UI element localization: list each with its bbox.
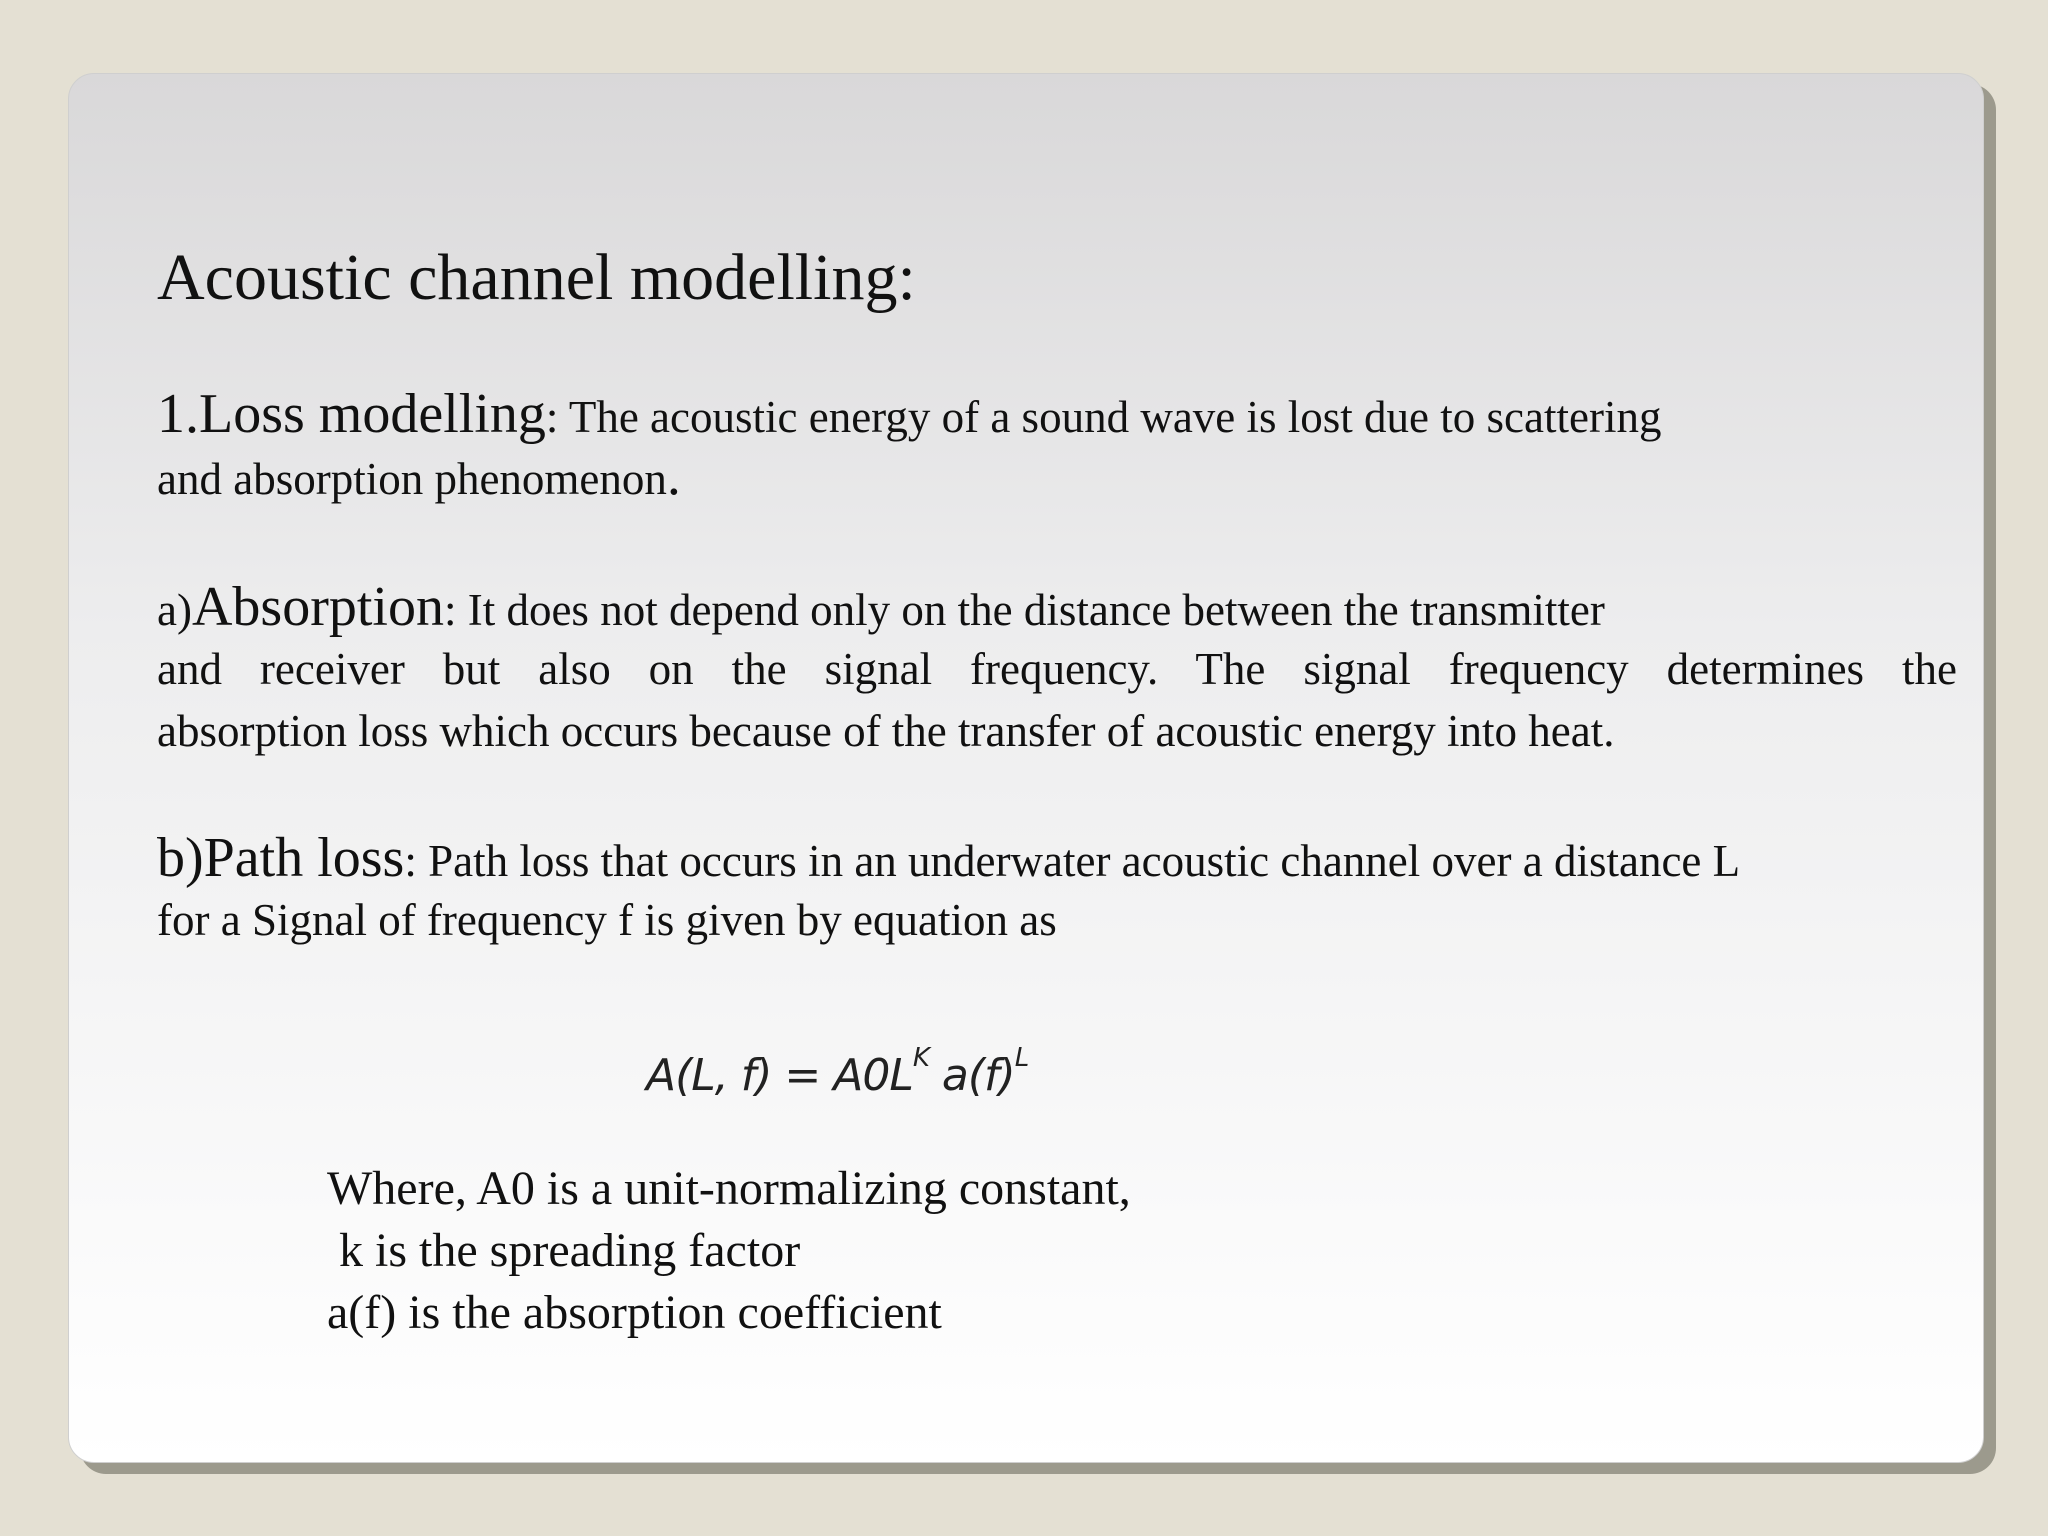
absorption-text-1: : It does not depend only on the distance between the transmitter [443,585,1605,635]
path-loss-paragraph [157,827,1957,951]
absorption-prefix: a) [157,585,192,635]
absorption-paragraph [157,576,1957,762]
path-loss-heading: b)Path loss [157,827,405,889]
equation-definitions [327,1158,1131,1344]
loss-modelling-paragraph [157,383,1957,507]
definition-af: a(f) is the absorption coefficient [327,1286,942,1339]
absorption-text-2: and receiver but also on the signal frequency. The signal frequency determines the [157,644,1957,694]
path-loss-text-2: for a Signal of frequency f is given by equation as [157,895,1057,945]
equation-exponent-l: L [1014,1043,1029,1073]
definition-a0: Where, A0 is a unit-normalizing constant, [327,1162,1131,1215]
path-loss-text-1: : Path loss that occurs in an underwater acoustic channel over a distance L [404,836,1741,886]
loss-modelling-line-1 [157,383,1957,445]
absorption-heading: Absorption [191,576,444,638]
equation-exponent-k: K [912,1043,929,1073]
path-loss-line-1 [157,827,1957,889]
absorption-line-1 [157,576,1957,638]
absorption-text-3: absorption loss which occurs because of the transfer of acoustic energy into heat. [157,706,1615,756]
definition-k: k is the spreading factor [327,1224,801,1277]
equation-lhs: A(L, f) = A0L [646,1050,913,1101]
loss-modelling-text-2: and absorption phenomenon [157,454,667,504]
path-loss-equation [646,1018,1028,1116]
loss-modelling-period: . [666,445,681,507]
loss-modelling-heading: 1.Loss modelling [157,383,546,445]
loss-modelling-line-2 [157,445,1957,507]
loss-modelling-text-1: : The acoustic energy of a sound wave is lost due to scattering [545,392,1662,442]
slide-title: Acoustic channel modelling: [157,241,916,314]
equation-absorption-term: a(f) [941,1050,1015,1101]
